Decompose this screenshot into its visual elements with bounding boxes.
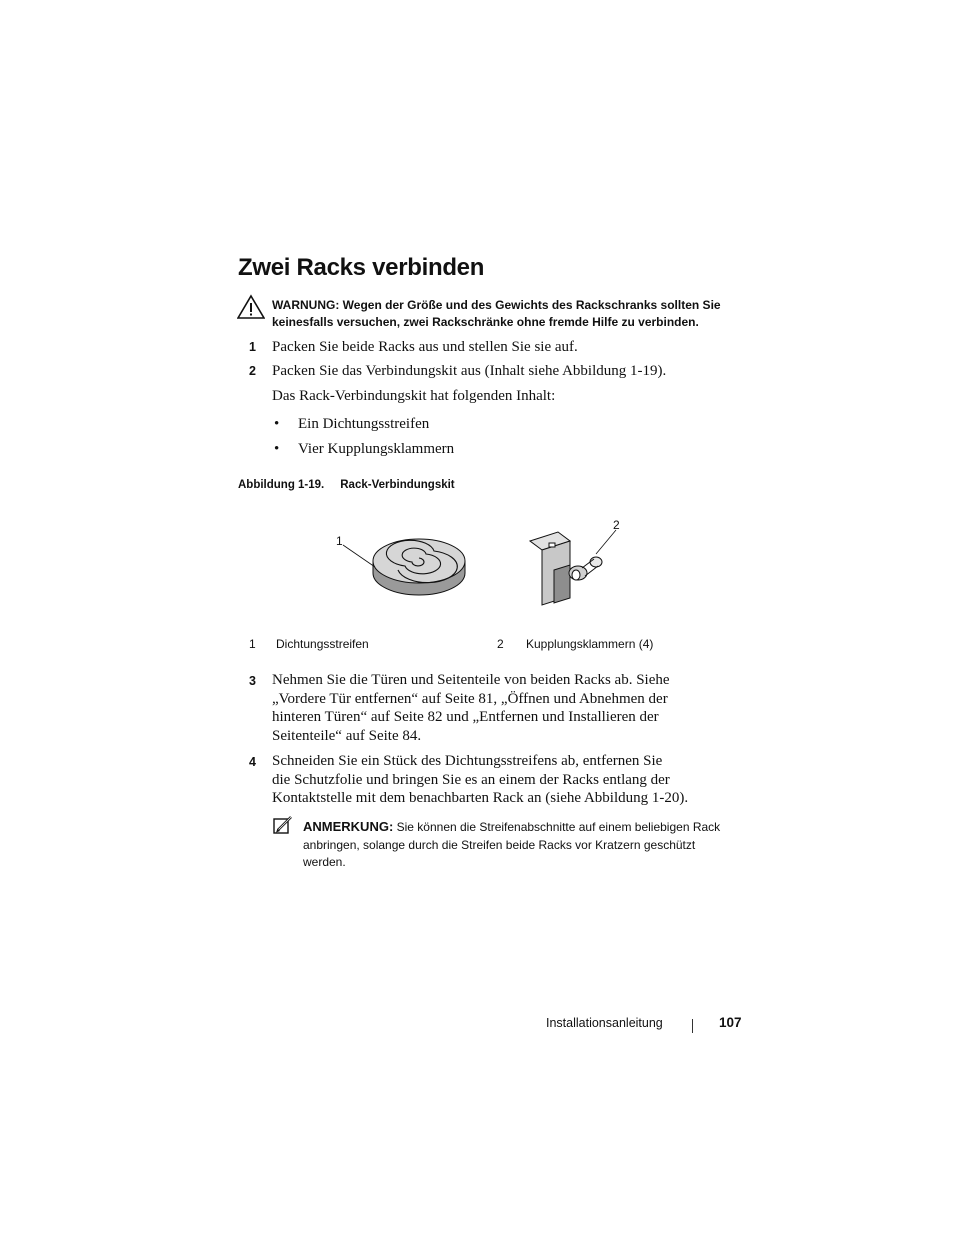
legend-label: Dichtungsstreifen (276, 637, 369, 651)
note-line (303, 818, 743, 837)
footer-doc-title: Installationsanleitung (546, 1016, 663, 1030)
warning-triangle-icon (237, 294, 265, 320)
callout-leader-1 (343, 545, 375, 567)
warning-label: WARNUNG: (272, 298, 340, 312)
step-number: 2 (249, 364, 256, 378)
step-text: Packen Sie beide Racks aus und stellen Sie sie auf. (272, 339, 578, 355)
step-number: 3 (249, 674, 256, 688)
figure-caption (238, 479, 455, 491)
figure-caption-number: Abbildung 1-19. (238, 479, 325, 491)
clamp-drawing (530, 532, 602, 605)
callout-1: 1 (336, 534, 343, 548)
step-text-line: Kontaktstelle mit dem benachbarten Rack an (siehe Abbildung 1-20). (272, 790, 689, 807)
step-number: 1 (249, 340, 256, 354)
step-text-line: Seitenteile“ auf Seite 84. (272, 728, 422, 745)
note-pencil-icon (273, 816, 293, 835)
bullet-symbol: • (274, 441, 280, 457)
page-number: 107 (719, 1015, 742, 1030)
note-line: werden. (303, 855, 346, 869)
page-title: Zwei Racks verbinden (238, 254, 485, 281)
legend-number: 2 (497, 637, 504, 651)
gasket-roll-drawing (373, 539, 465, 595)
bullet-symbol: • (274, 416, 280, 432)
legend-number: 1 (249, 637, 256, 651)
bullet-item: Vier Kupplungsklammern (298, 441, 455, 457)
bullet-item: Ein Dichtungsstreifen (298, 416, 430, 432)
legend-label: Kupplungsklammern (4) (526, 637, 654, 651)
callout-leader-2 (596, 530, 616, 554)
note-text: Sie können die Streifenabschnitte auf einem beliebigen Rack (396, 820, 721, 834)
footer-divider (692, 1019, 693, 1033)
kit-intro: Das Rack-Verbindungskit hat folgenden Inhalt: (272, 388, 556, 404)
step-text-line: hinteren Türen“ auf Seite 82 und „Entfernen und Installieren der (272, 709, 659, 726)
callout-2: 2 (613, 518, 620, 532)
step-text-line: „Vordere Tür entfernen“ auf Seite 81, „Öffnen und Abnehmen der (272, 690, 668, 707)
step-number: 4 (249, 755, 256, 769)
step-text (272, 752, 688, 808)
step-text-line: die Schutzfolie und bringen Sie es an einem der Racks entlang der (272, 771, 670, 788)
note-label: ANMERKUNG: (303, 819, 394, 834)
step-text-line: Schneiden Sie ein Stück des Dichtungsstreifens ab, entfernen Sie (272, 753, 663, 769)
step-text: Packen Sie das Verbindungskit aus (Inhalt siehe Abbildung 1-19). (272, 363, 667, 379)
step-text-line: Nehmen Sie die Türen und Seitenteile von beiden Racks ab. Siehe (272, 672, 670, 688)
figure-caption-title: Rack-Verbindungskit (340, 479, 455, 491)
note-block (303, 818, 743, 872)
warning-block (272, 297, 742, 331)
note-line: anbringen, solange durch die Streifen beide Racks vor Kratzern geschützt (303, 837, 696, 852)
step-text (272, 671, 670, 746)
warning-text: Wegen der Größe und des Gewichts des Rackschranks sollten Sie keinesfalls versuchen, zwei Rackschränke ohne fremde Hilfe zu verbinden. (272, 298, 721, 329)
rack-kit-illustration (330, 510, 630, 615)
